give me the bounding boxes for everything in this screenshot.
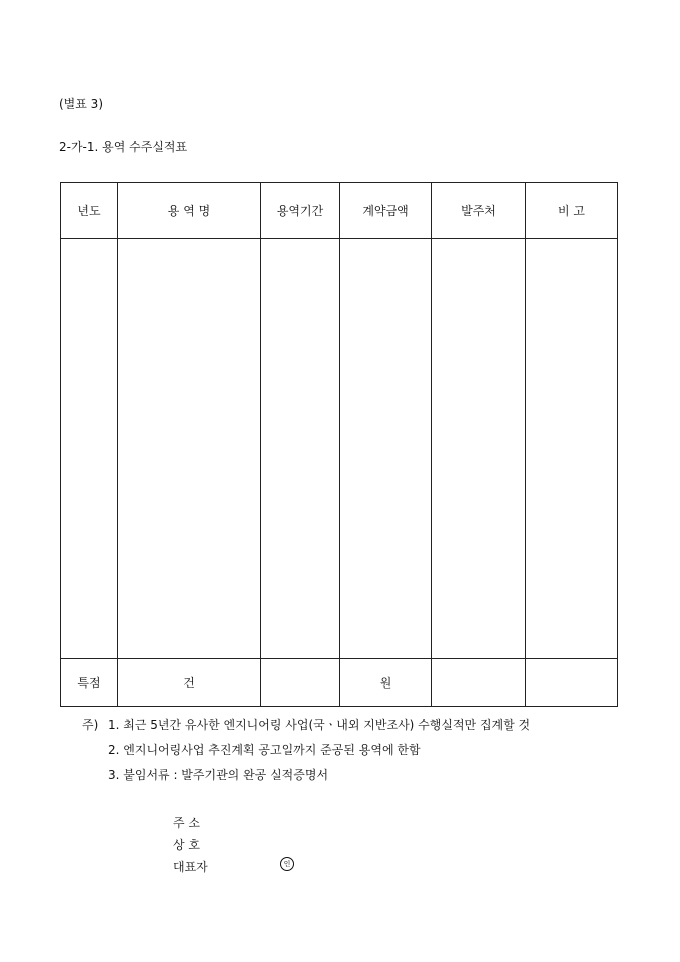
- cell-project-period[interactable]: [261, 239, 340, 659]
- address-label: 주 소: [173, 816, 200, 830]
- table-body-row: [61, 239, 618, 659]
- total-amount-unit: 원: [340, 659, 432, 707]
- performance-table: [60, 182, 618, 707]
- company-label: 상 호: [173, 838, 200, 852]
- representative-label: 대표자: [173, 860, 208, 874]
- header-contract-amount: 계약금액: [340, 183, 432, 239]
- note-item-1: 1. 최근 5년간 유사한 엔지니어링 사업(국ㆍ내외 지반조사) 수행실적만 집계할 것: [108, 718, 531, 732]
- header-remarks: 비 고: [526, 183, 618, 239]
- header-year: 년도: [61, 183, 118, 239]
- cell-contract-amount[interactable]: [340, 239, 432, 659]
- total-count-unit: 건: [118, 659, 261, 707]
- cell-year[interactable]: [61, 239, 118, 659]
- header-project-name: 용 역 명: [118, 183, 261, 239]
- seal-icon: 인: [280, 857, 294, 871]
- total-period-cell[interactable]: [261, 659, 340, 707]
- header-client: 발주처: [432, 183, 526, 239]
- table-header-row: [61, 183, 618, 239]
- attachment-label: (별표 3): [59, 97, 103, 111]
- table-total-row: [61, 659, 618, 707]
- cell-client[interactable]: [432, 239, 526, 659]
- note-item-2: 2. 엔지니어링사업 추진계획 공고일까지 준공된 용역에 한함: [108, 743, 421, 757]
- cell-project-name[interactable]: [118, 239, 261, 659]
- note-item-3: 3. 붙임서류 : 발주기관의 완공 실적증명서: [108, 768, 329, 782]
- cell-remarks[interactable]: [526, 239, 618, 659]
- section-title: 2-가-1. 용역 수주실적표: [59, 140, 188, 154]
- notes-prefix: 주): [82, 718, 99, 732]
- total-label: 특점: [61, 659, 118, 707]
- total-remarks-cell[interactable]: [526, 659, 618, 707]
- header-project-period: 용역기간: [261, 183, 340, 239]
- total-client-cell[interactable]: [432, 659, 526, 707]
